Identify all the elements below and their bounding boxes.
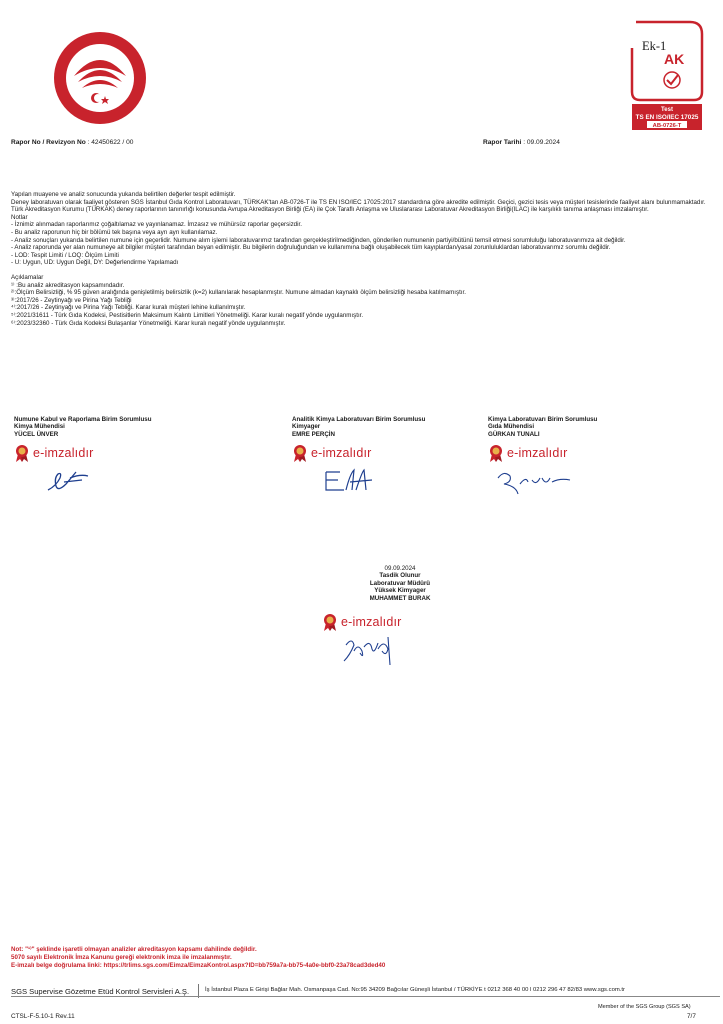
approval-block	[300, 565, 500, 602]
report-date	[483, 139, 560, 146]
report-date-value: : 09.09.2024	[523, 139, 560, 146]
award-ribbon-icon	[14, 444, 30, 462]
award-ribbon-icon	[488, 444, 504, 462]
note-item: - LOD: Tespit Limiti / LOQ: Ölçüm Limiti	[11, 251, 119, 259]
signature-block-3	[488, 416, 678, 501]
company-address: İş İstanbul Plaza E Girişi Bağlar Mah. Osmanpaşa Cad. No:95 34209 Bağcılar Güneşli İstanbul / TÜRKİYE t 0212 368 40 00 l 0212 296 47 82/83 www.sgs.com.tr	[205, 987, 625, 993]
aciklama-item: ³⁾:2017/26 - Zeytinyağı ve Pirina Yağı Tebliği	[11, 296, 132, 304]
note-paragraph: Türk Akreditasyon Kurumu (TÜRKAK) deney raporlarının tanınırlığı konusunda Avrupa Akreditasyon Birliği (EA) ile Çok Taraflı Anlaşma ve Uluslararası Laboratuvar Akreditasyon Birliği(ILAC) ile karşılıklı tanıma anlaşması imzalamıştır.	[11, 206, 649, 214]
eimza-stamp	[322, 613, 408, 631]
report-number-value: : 42450622 / 00	[87, 139, 134, 146]
footer-verification-link[interactable]: E-imzalı belge doğrulama linki: https://trlims.sgs.com/Eimza/EimzaKontrol.aspx?ID=bb759a7a-bb75-4a0e-bbf0-23a78cad3ded40	[11, 962, 386, 970]
report-number-label: Rapor No / Revizyon No	[11, 139, 86, 146]
footer-note: 5070 sayılı Elektronik İmza Kanunu gereği elektronik imza ile imzalanmıştır.	[11, 954, 232, 962]
sgs-membership: Member of the SGS Group (SGS SA)	[598, 1004, 691, 1010]
footer-note: Not: "¹⁾" şeklinde işaretli olmayan analizler akreditasyon kapsamı dahilinde değildir.	[11, 946, 257, 953]
approval-name: MUHAMMET BURAK	[369, 594, 431, 602]
eimza-stamp	[292, 444, 482, 462]
company-name: SGS Supervise Gözetme Etüd Kontrol Servisleri A.Ş.	[11, 987, 190, 996]
note-item: - İznimiz alınmadan raporlarımız çoğaltılamaz ve yayınlanamaz. İmzasız ve mühürsüz raporlar geçersizdir.	[11, 221, 302, 229]
note-item: - U: Uygun, UD: Uygun Değil, DY: Değerlendirme Yapılamadı	[11, 259, 179, 267]
approval-line: Tasdik Olunur	[379, 572, 421, 580]
note-paragraph: Yapılan muayene ve analiz sonucunda yukarıda belirtilen değerler tespit edilmiştir.	[11, 191, 236, 198]
signature-role: Gıda Mühendisi	[488, 423, 535, 431]
signature-title: Analitik Kimya Laboratuvarı Birim Sorumlusu	[292, 416, 426, 423]
page-number: 7/7	[687, 1013, 696, 1020]
note-paragraph: Deney laboratuvarı olarak faaliyet gösteren SGS İstanbul Gıda Kontrol Laboratuvarı, TÜRKAK'tan AB-0726-T ile TS EN ISO/IEC 17025:2017 standardına göre akredite edilmiştir. Geçici, gezici tesis veya müşteri tesislerinde faaliyet alanı bulunmamaktadır.	[11, 198, 706, 206]
turkak-line-3: AB-0726-T	[652, 123, 682, 129]
notes-heading: Notlar	[11, 213, 28, 221]
signature-name: GÜRKAN TUNALI	[488, 430, 540, 438]
aciklamalar-heading: Açıklamalar	[11, 273, 44, 281]
handwritten-signature	[36, 464, 116, 496]
approval-eimza	[322, 613, 408, 672]
footer-rule	[11, 996, 720, 997]
handwritten-signature	[316, 464, 396, 496]
award-ribbon-icon	[292, 444, 308, 462]
form-number: CTSL-F-5.10-1 Rev.11	[11, 1013, 75, 1020]
signature-name: EMRE PERÇİN	[292, 430, 335, 438]
approval-date: 09.09.2024	[384, 565, 416, 572]
ministry-seal-logo	[52, 30, 148, 126]
eimza-text: e-imzalıdır	[311, 446, 372, 461]
aciklama-item: ⁴⁾:2017/26 - Zeytinyağı ve Pirina Yağı Tebliği. Karar kuralı müşteri lehine kullanılmıştır.	[11, 304, 246, 312]
eimza-text: e-imzalıdır	[507, 446, 568, 461]
eimza-stamp	[14, 444, 204, 462]
turkak-line-1: Test	[661, 107, 673, 113]
signature-block-2	[292, 416, 482, 501]
approval-line: Laboratuvar Müdürü	[369, 579, 431, 587]
aciklama-item: ⁵⁾:2021/31611 - Türk Gıda Kodeksi, Pestisitlerin Maksimum Kalıntı Limitleri Yönetmeliği. Karar kuralı negatif yönde uygulanmıştır.	[11, 311, 364, 319]
ek-label: Ek-1	[642, 39, 667, 53]
eimza-stamp	[488, 444, 678, 462]
report-date-label: Rapor Tarihi	[483, 139, 522, 146]
notes-block	[11, 191, 716, 327]
eimza-text: e-imzalıdır	[341, 615, 402, 629]
signature-block-1	[14, 416, 204, 501]
aciklama-item: ⁶⁾:2023/32360 - Türk Gıda Kodeksi Bulaşanlar Yönetmeliği. Karar kuralı negatif yönde uygulanmıştır.	[11, 319, 286, 327]
note-item: - Analiz raporunda yer alan numuneye ait bilgiler müşteri tarafından beyan edilmiştir. Bu bilgilerin doğruluğundan ve kullanımına bağlı oluşabilecek tüm kayıplardan/yasal zorunluluklardan laboratuvarımız sorumlu değildir.	[11, 244, 611, 252]
eimza-text: e-imzalıdır	[33, 446, 94, 461]
award-ribbon-icon	[322, 613, 338, 631]
approval-line: Yüksek Kimyager	[374, 587, 426, 595]
aciklama-item: ¹⁾ :Bu analiz akreditasyon kapsamındadır.	[11, 281, 125, 289]
note-item: - Analiz sonuçları yukarıda belirtilen numune için geçerlidir. Numune alım işlemi laboratuvarımız tarafından gerçekleştirilmediğinden, gönderilen numunenin partiyi/bütünü temsil etmesi sorumluluğu laboratuvarımıza ait değildir.	[11, 236, 626, 244]
turkak-brand-text: AK	[664, 51, 685, 67]
signature-title: Numune Kabul ve Raporlama Birim Sorumlusu	[14, 416, 152, 423]
handwritten-signature	[490, 464, 580, 496]
report-number	[11, 139, 133, 146]
footer-notes	[11, 946, 385, 971]
signature-role: Kimyager	[292, 423, 321, 431]
turkak-accreditation-mark	[630, 20, 704, 132]
signature-name: YÜCEL ÜNVER	[14, 430, 59, 438]
note-item: - Bu analiz raporunun hiç bir bölümü tek başına veya ayrı ayrı kullanılamaz.	[11, 228, 218, 236]
turkak-line-2: TS EN ISO/IEC 17025	[635, 114, 699, 121]
aciklama-item: ²⁾:Ölçüm Belirsizliği, % 95 güven aralığında genişletilmiş belirsizlik (k=2) kullanılarak hesaplanmıştır. Numune almadan kaynaklı ölçüm belirsizliği hesaba katılmamıştır.	[11, 289, 466, 297]
handwritten-signature	[338, 631, 408, 667]
signature-role: Kimya Mühendisi	[14, 423, 65, 431]
signature-title: Kimya Laboratuvarı Birim Sorumlusu	[488, 416, 598, 423]
